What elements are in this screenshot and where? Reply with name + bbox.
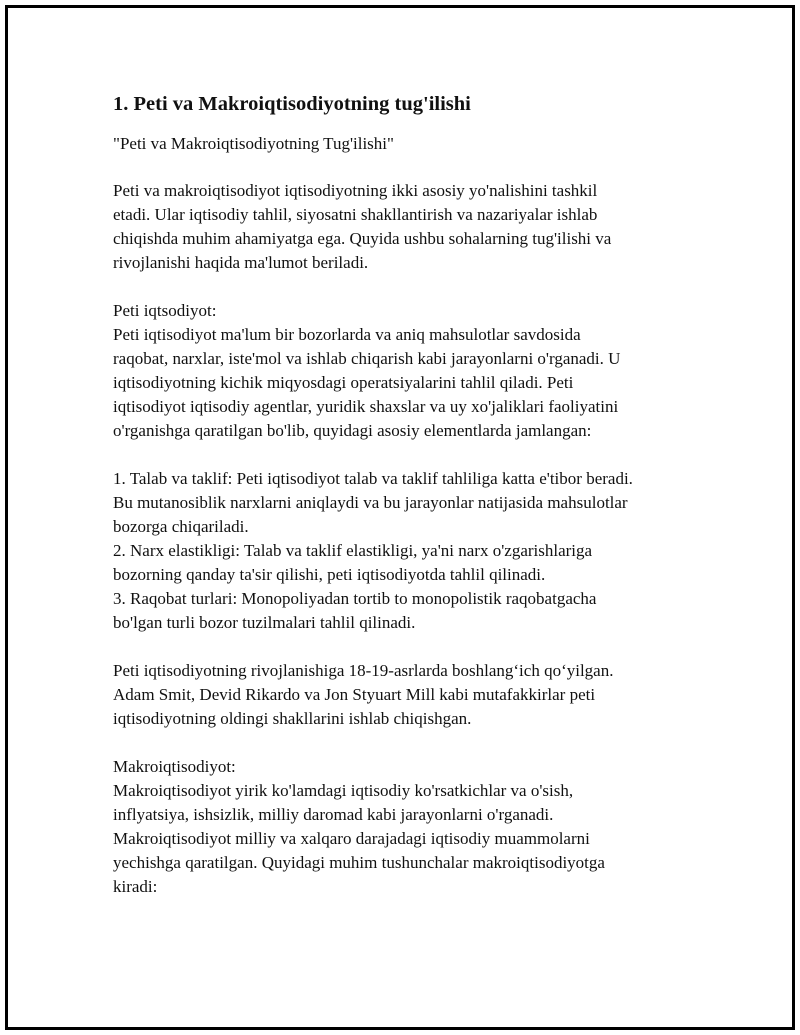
list-item-continuation: Bu mutanosiblik narxlarni aniqlaydi va bu jarayonlar natijasida mahsulotlar bbox=[113, 493, 628, 512]
paragraph-line: iqtisodiyot iqtisodiy agentlar, yuridik shaxslar va uy xo'jaliklari faoliyatini bbox=[113, 397, 619, 416]
paragraph-line: Peti iqtisodiyot ma'lum bir bozorlarda va aniq mahsulotlar savdosida bbox=[113, 325, 581, 344]
history-paragraph bbox=[113, 659, 688, 731]
paragraph-line: yechishga qaratilgan. Quyidagi muhim tushunchalar makroiqtisodiyotga bbox=[113, 853, 605, 872]
paragraph-line: Makroiqtisodiyot yirik ko'lamdagi iqtisodiy ko'rsatkichlar va o'sish, bbox=[113, 781, 574, 800]
paragraph-line: iqtisodiyotning oldingi shakllarini ishlab chiqishgan. bbox=[113, 709, 472, 728]
list-item: 1. Talab va taklif: Peti iqtisodiyot talab va taklif tahliliga katta e'tibor beradi. bbox=[113, 469, 633, 488]
paragraph-line: Peti va makroiqtisodiyot iqtisodiyotning ikki asosiy yo'nalishini tashkil bbox=[113, 181, 598, 200]
peti-section bbox=[113, 299, 688, 443]
section-heading: Makroiqtisodiyot: bbox=[113, 757, 236, 776]
document-subtitle: "Peti va Makroiqtisodiyotning Tug'ilishi" bbox=[113, 134, 394, 153]
list-item-continuation: bozorning qanday ta'sir qilishi, peti iqtisodiyotda tahlil qilinadi. bbox=[113, 565, 546, 584]
intro-paragraph bbox=[113, 179, 688, 275]
section-heading: Peti iqtsodiyot: bbox=[113, 301, 217, 320]
paragraph-line: rivojlanishi haqida ma'lumot beriladi. bbox=[113, 253, 369, 272]
list-item: 2. Narx elastikligi: Talab va taklif elastikligi, ya'ni narx o'zgarishlariga bbox=[113, 541, 593, 560]
list-item-continuation: bo'lgan turli bozor tuzilmalari tahlil qilinadi. bbox=[113, 613, 416, 632]
document-body bbox=[113, 90, 688, 923]
paragraph-line: Peti iqtisodiyotning rivojlanishiga 18-19-asrlarda boshlang‘ich qo‘yilgan. bbox=[113, 661, 614, 680]
paragraph-line: inflyatsiya, ishsizlik, milliy daromad kabi jarayonlarni o'rganadi. bbox=[113, 805, 554, 824]
paragraph-line: Makroiqtisodiyot milliy va xalqaro darajadagi iqtisodiy muammolarni bbox=[113, 829, 590, 848]
elements-list bbox=[113, 467, 688, 635]
paragraph-line: o'rganishga qaratilgan bo'lib, quyidagi asosiy elementlarda jamlangan: bbox=[113, 421, 592, 440]
paragraph-line: raqobat, narxlar, iste'mol va ishlab chiqarish kabi jarayonlarni o'rganadi. U bbox=[113, 349, 621, 368]
document-title: 1. Peti va Makroiqtisodiyotning tug'ilishi bbox=[113, 93, 471, 115]
paragraph-line: kiradi: bbox=[113, 877, 158, 896]
paragraph-line: Adam Smit, Devid Rikardo va Jon Styuart Mill kabi mutafakkirlar peti bbox=[113, 685, 596, 704]
paragraph-line: iqtisodiyotning kichik miqyosdagi operatsiyalarini tahlil qiladi. Peti bbox=[113, 373, 574, 392]
makro-section bbox=[113, 755, 688, 899]
list-item-continuation: bozorga chiqariladi. bbox=[113, 517, 249, 536]
paragraph-line: chiqishda muhim ahamiyatga ega. Quyida ushbu sohalarning tug'ilishi va bbox=[113, 229, 612, 248]
list-item: 3. Raqobat turlari: Monopoliyadan tortib to monopolistik raqobatgacha bbox=[113, 589, 597, 608]
paragraph-line: etadi. Ular iqtisodiy tahlil, siyosatni shakllantirish va nazariyalar ishlab bbox=[113, 205, 598, 224]
